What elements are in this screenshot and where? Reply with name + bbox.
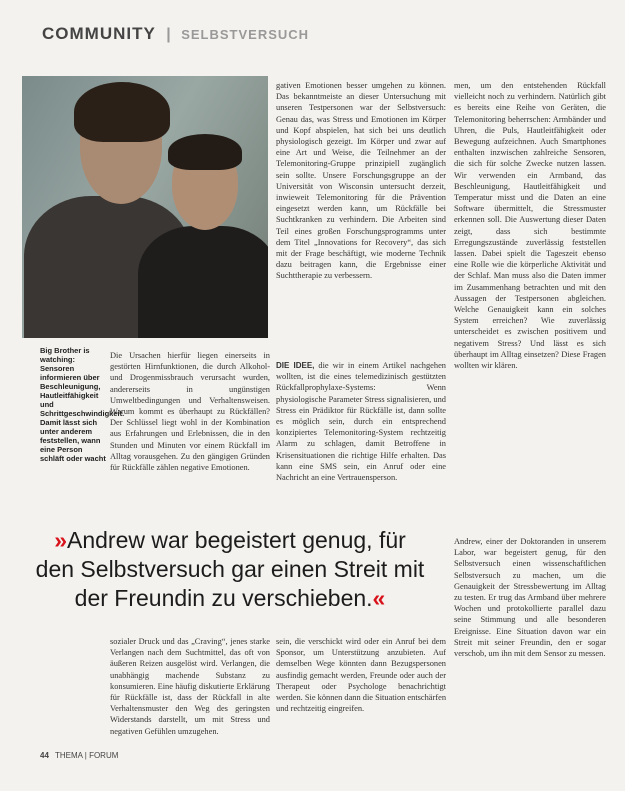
person-1-hair [74, 82, 170, 142]
paragraph: Andrew, einer der Doktoranden in unserem Labor, war begeistert genug, für den Selbstversuch einen wissenschaftlichen Selbstversuch zu machen, um die Genauigkeit der Stressbewertung im Alltag zu testen. Er trug das Armband über mehrere Wochen und protokollierte parallel dazu seine Stimmung und alle besonderen Ereignisse. Eine Situation davon war ein Streit mit seiner Freundin, den er sogar verschob, um ihn mit dem Sensor zu messen. [454, 537, 606, 659]
person-2-body [138, 226, 268, 338]
paragraph-text: die wir in einem Artikel nachgehen wollten, ist die eines telemedizinisch gestützten Rückfallprophylaxe-Systems: Wenn physiologische Parameter Stress signalisieren, und Stress ein Prädiktor für Rückfälle ist, dann sollte es möglich sein, durch ein entsprechend konzipiertes Telemonitoring-System rechtzeitig Alarm zu schlagen, damit Betroffene in Krisensituationen die richtige Hilfe erhalten. Das kann eine SMS sein, ein Anruf oder eine Nachricht an eine Vertrauensperson. [276, 361, 446, 483]
paragraph: men, um den entstehenden Rückfall vielleicht noch zu verhindern. Natürlich gibt es bereits eine Reihe von Geräten, die Telemonitoring beherrschen: Armbänder und Uhren, die Puls, Hautleitfähigkeit oder Bewegung aufzeichnen. Auch Smartphones enthalten inzwischen zahlreiche Sensoren, die sich für solche Zwecke nutzen lassen. Wir verwenden ein Armband, das Beschleunigung, Hautleitfähigkeit und Temperatur misst und die Daten an eine Software übermittelt, die Stressmuster erkennen soll. Die Auswertung dieser Daten zeigt, dass sich bestimmte Erregungszustände zuverlässig feststellen lassen. Dabei spielt die Tageszeit ebenso eine Rolle wie die körperliche Aktivität und der Schlaf. Man muss also die Daten immer im Zusammenhang betrachten und mit den Aussagen der Testpersonen abgleichen. Welche Genauigkeit kann ein solches System erreichen? Wie zuverlässig unterscheidet es zwischen positivem und negativem Stress? Und lässt es sich überhaupt im Alltag einsetzen? Diese Fragen wollten wir klären. [454, 81, 606, 371]
quote-text: Andrew war begeistert genug, für den Selbstversuch gar einen Streit mit der Freundin zu verschieben. [35, 527, 425, 611]
body-column-left [110, 350, 270, 525]
quote-open-mark: » [54, 527, 67, 553]
magazine-name: THEMA | FORUM [54, 751, 119, 760]
section-title: COMMUNITY [42, 24, 156, 43]
body-column-mid [276, 360, 446, 522]
page-number: 44 [40, 751, 49, 760]
section-subtitle: SELBSTVERSUCH [181, 27, 310, 42]
body-column-bottom-right [454, 536, 606, 741]
pull-quote [34, 526, 426, 613]
section-header [42, 24, 309, 44]
lead-in: DIE IDEE, [276, 361, 315, 370]
body-column-upper-mid [276, 80, 446, 348]
body-column-right [454, 80, 606, 522]
body-column-bottom-mid [276, 636, 446, 741]
paragraph: gativen Emotionen besser umgehen zu können. Das bekanntmeiste an dieser Untersuchung mit unseren Testpersonen war der Selbstversuch: Genau das, was Stress und Emotionen im Körper und Kopf abspielen, hat sich bei uns deutlich physiologisch gezeigt. Im Körper und zwar auf eine Art und Weise, die Teilnehmer an der Telemonitoring-Gruppe prinzipiell zugänglich sein sollte. Unsere Forschungsgruppe an der Universität von Wisconsin untersucht derzeit, inwieweit Telemonitoring für die Prävention eingesetzt werden kann, um Rückfälle bei Suchtkranken zu verhindern. Die Arbeiten sind Teil eines großen Forschungsprogramms unter dem Titel „Innovations for Recovery“, das sich mit der Frage beschäftigt, wie moderne Technik dazu beitragen kann, die Ergebnisse einer Suchttherapie zu verbessern. [276, 81, 446, 281]
paragraph: sozialer Druck und das „Craving“, jenes starke Verlangen nach dem Suchtmittel, das oft von äußeren Reizen ausgelöst wird. Verlangen, die unabhängig machende Substanz zu konsumieren. Eine häufig diskutierte Erklärung für Rückfälle ist, dass der Rückfall in alte Verhaltensmuster den Weg des geringsten Widerstands darstellt, um mit Stress und negativen Gefühlen umzugehen. [110, 637, 270, 736]
paragraph: Die Ursachen hierfür liegen einerseits in gestörten Hirnfunktionen, die durch Alkohol- und Drogenmissbrauch verursacht wurden, andererseits in ungünstigen Umweltbedingungen und Verhaltensweisen. Warum kommt es überhaupt zu Rückfällen? Der Schlüssel liegt wohl in der Kombination aus Erfahrungen und Erlebnissen, die in den Stunden und Minuten vor einem Rückfall im Alltag vorausgehen. Zu den gängigen Gründen für Rückfälle zählen negative Emotionen. [110, 351, 270, 473]
quote-close-mark: « [372, 585, 386, 611]
article-photo [22, 76, 268, 338]
header-separator: | [166, 26, 171, 43]
paragraph [276, 360, 446, 483]
page-footer [40, 751, 118, 760]
photo-caption: Big Brother is watching: Sensoren informieren über Beschleunigung, Hautleitfähigkeit und Schrittgeschwindigkeit. Damit lässt sich unter anderem feststellen, wann eine Person schläft oder wacht [40, 346, 125, 463]
body-column-bottom-left [110, 636, 270, 741]
person-2-hair [168, 134, 242, 170]
paragraph: sein, die verschickt wird oder ein Anruf bei dem Sponsor, um Unterstützung anzubieten. Auf demselben Wege könnten dann Bezugspersonen ausfindig gemacht werden, Freunde oder auch der Therapeut oder Psychologe benachrichtigt werden. Sie können dann die Situation entschärfen und rechtzeitig eingreifen. [276, 637, 446, 714]
